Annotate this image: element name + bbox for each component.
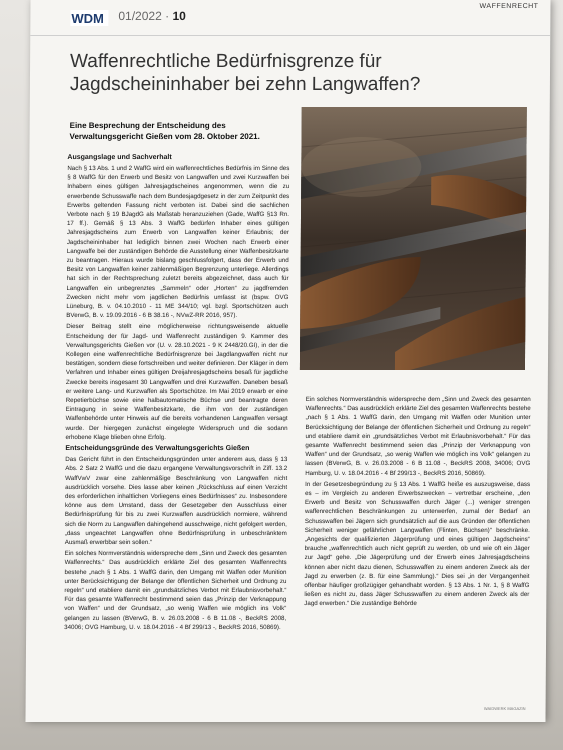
magazine-page bbox=[25, 0, 550, 722]
article-title: Waffenrechtliche Bedürfnisgrenze für Jagdscheininhaber bei zehn Langwaffen? bbox=[69, 51, 421, 95]
page-header bbox=[30, 0, 550, 36]
section-heading: Ausgangslage und Sachverhalt bbox=[67, 154, 172, 161]
paragraph: Nach § 13 Abs. 1 und 2 WaffG wird ein waffenrechtliches Bedürfnis im Sinne des § 8 WaffG für den Erwerb und Besitz von Langwaffen und zwei Kurzwaffen bei Inhabern eines gültigen Jahresjagdscheines angenommen, wenn die zu erwerbende Schusswaffe nach dem Bundesjagdgesetz in der zum Zeitpunkt des Erwerbs geltenden Fassung nicht verboten ist. Dabei sind die sachlichen Verbote nach § 19 BJagdG als Maßstab heranzuziehen (Gade, WaffG §13 Rn. 17 ff.). Gemäß § 13 Abs. 3 WaffG bedürfen Inhaber eines gültigen Jahresjagdscheins zum Erwerb von Langwaffen keiner Erlaubnis; der Jagdscheininhaber hat lediglich binnen zwei Wochen nach Erwerb einer Langwaffe bei der zuständigen Behörde die Ausstellung einer Waffenbesitzkarte zu beantragen. Hieraus wurde bislang geschlussfolgert, dass der Erwerb und Besitz von Langwaffen keiner zahlenmäßigen Begrenzung unterliege. Allerdings hat sich in der Rechtsprechung zuletzt bereits abgezeichnet, dass auch für Langwaffen ein unbegrenztes „Sammeln“ oder „Horten“ zu jagdfremden Zwecken nicht mehr vom jagdlichen Bedürfnis umfasst ist (bspw. OVG Lüneburg, B. v. 04.10.2010 - 11 ME 344/10; vgl. bzgl. Sportschützen auch BVerwG, B. v. 19.09.2016 - 6 B 38.16 -, NVwZ-RR 2016, 957). bbox=[66, 165, 290, 320]
footer-text: WAIDWERK MAGAZIN bbox=[483, 706, 526, 711]
article-subtitle: Eine Besprechung der Entscheidung des Verwaltungsgericht Gießen vom 28. Oktober 2021. bbox=[69, 121, 260, 141]
paragraph: Dieser Beitrag stellt eine möglicherweise richtungsweisende aktuelle Entscheidung der für Jagd- und Waffenrecht zuständigen 9. Kammer des Verwaltungsgerichts Gießen vor (U. v. 28.10.2021 - 9 K 2448/20.GI), in der die Kollegen eine waffenrechtliche Bedürfnisgrenze bei Jagdlangwaffen nicht nur bestätigen, sondern diese fortschreiben und weiter definieren. Der Kläger in dem Verfahren und Inhaber eines gültigen Dreijahresjagdscheins besaß für jagdliche Zwecke bereits insgesamt 30 Langwaffen und drei Kurzwaffen. Daneben besaß er weitere Lang- und Kurzwaffen als Sportschütze. Im Mai 2019 erwarb er eine Repetierbüchse sowie eine halbautomatische Büchse und beantragte deren Eintragung in seine Waffenbesitzkarte, die ihm von der zuständigen Waffenbehörde unter Hinweis auf die bereits vorhandenen Langwaffen versagt wurde. Der hiergegen zunächst eingelegte Widerspruch und die sodann erhobene Klage blieben ohne Erfolg. bbox=[65, 323, 289, 441]
paragraph: Ein solches Normverständnis widerspreche dem „Sinn und Zweck des gesamten Waffenrechts.“ Das ausdrücklich erklärte Ziel des gesamten Waffenrechts bestehe „nach § 1 Abs. 1 WaffG darin, den Umgang mit Waffen oder Munition unter Berücksichtigung der Belange der öffentlichen Sicherheit und Ordnung zu regeln“ und etabliere damit ein „grundsätzliches Verbot mit Erlaubnisvorbehalt.“ Für das gesamte Waffenrecht bestimmend seien das „Prinzip der Verknappung von Waffen“ und der Grundsatz, „so wenig Waffen wie möglich ins Volk“ gelangen zu lassen (BVerwG, B. v. 26.03.2008 - 6 B 11.08 -, BeckRS 2008, 34006; OVG Hamburg, U. v. 18.04.2016 - 4 Bf 299/13 -, BeckRS 2016, 50869). bbox=[64, 550, 287, 631]
page-number: 10 bbox=[172, 9, 186, 23]
rifles-illustration bbox=[300, 107, 527, 370]
svg-text:WDM: WDM bbox=[71, 11, 104, 26]
paragraph: Ein solches Normverständnis widerspreche dem „Sinn und Zweck des gesamten Waffenrechts.“ Das ausdrücklich erklärte Ziel des gesamten Waffenrechts bestehe „nach § 1 Abs. 1 WaffG darin, den Umgang mit Waffen oder Munition unter Berücksichtigung der Belange der öffentlichen Sicherheit und Ordnung zu regeln“ und etabliere damit ein „grundsätzliches Verbot mit Erlaubnisvorbehalt.“ Für das gesamte Waffenrecht bestimmend seien das „Prinzip der Verknappung von Waffen“ und der Grundsatz, „so wenig Waffen wie möglich ins Volk“ gelangen zu lassen (BVerwG, B. v. 26.03.2008 - 6 B 11.08 -, BeckRS 2008, 34006; OVG Hamburg, U. v. 18.04.2016 - 4 Bf 299/13 -, BeckRS 2016, 50869). bbox=[305, 396, 531, 477]
rifles-photo bbox=[300, 107, 527, 370]
issue-label: 01/2022 bbox=[118, 9, 162, 23]
article-column-right bbox=[304, 395, 531, 611]
paragraph: In der Gesetzesbegründung zu § 13 Abs. 1 WaffG heiße es auszugsweise, dass es – im Vergleich zu anderen Erwerbszwecken – vertretbar erscheine, „den Erwerb und Besitz von Schusswaffen durch Jäger (...) weniger strengen waffenrechtlichen Beschränkungen zu unterwerfen, zumal der Bedarf an Schusswaffen bei Jägern sich grundsätzlich auf die aus Gründen der öffentlichen Sicherheit weniger gefährlichen Langwaffen (Flinten, Büchsen)“ beschränke. „Angesichts der qualifizierten Jägerprüfung und eines gültigen Jagdscheins“ brauche „waffenrechtlich auch nicht geprüft zu werden, ob und wie oft ein Jäger zur Jagd“ gehe. „Die Jägerprüfung und der Erwerb eines Jahresjagdscheins können aber nicht dazu dienen, Schusswaffen zu einem anderen Zweck als der Jagd zu erwerben (z. B. für eine Sammlung).“ Dies sei „in der Vergangenheit offenbar häufiger großzügiger gehandhabt worden. § 13 Abs. 1 Nr. 1, § 8 WaffG ließen es nicht zu, dass Jäger Schusswaffen zu einem anderen Zweck als der Jagd erwerben.“ Die zuständige Behörde bbox=[304, 480, 531, 608]
section-label: WAFFENRECHT bbox=[479, 3, 539, 10]
section-heading: Entscheidungsgründe des Verwaltungsgerichts Gießen bbox=[65, 445, 250, 453]
magazine-logo bbox=[70, 10, 108, 26]
paragraph: Das Gericht führt in den Entscheidungsgründen unter anderem aus, dass § 13 Abs. 2 Satz 2 WaffG und die dazu ergangene Verwaltungsvorschrift in Ziff. 13.2 WaffVwV zwar eine zahlenmäßige Beschränkung von Langwaffen nicht ausdrücklich vorsehe. Dies lasse aber keinen „Rückschluss auf einen Verzicht des erforderlichen inhaltlichen Vorliegens eines Bedürfnisses“ zu. Insbesondere könne aus dem Umstand, dass der Gesetzgeber den Ausschluss einer Bedürfnisprüfung für bis zu zwei Kurzwaffen ausdrücklich normiere, während sich die Norm zu Langwaffen dahingehend ausschweige, nicht gefolgert werden, „dass ungeachtet Langwaffen ohne Bedürfnisprüfung in unbeschränktem Ausmaß erwerbbar sein sollen.“ bbox=[64, 456, 288, 546]
issue-number: 01/2022 · 10 bbox=[118, 9, 186, 23]
article-column-left bbox=[64, 153, 290, 631]
